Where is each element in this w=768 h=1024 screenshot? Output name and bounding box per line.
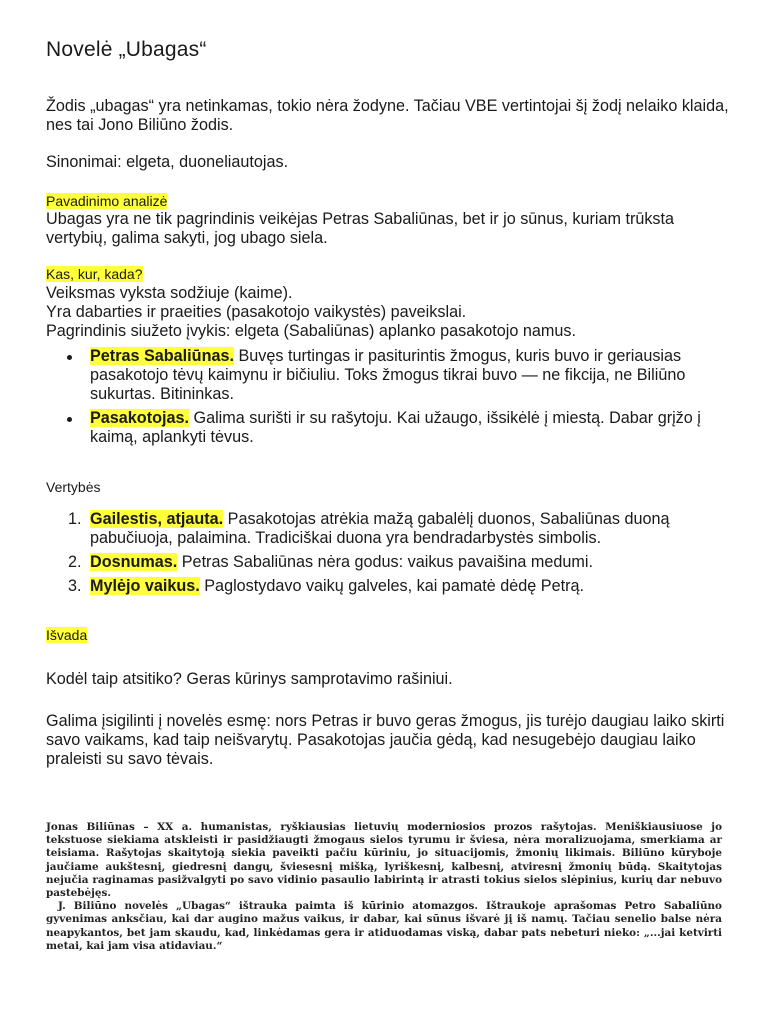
values-heading: Vertybės (46, 479, 101, 495)
bullet-text: Buvęs turtingas ir pasiturintis žmogus, kuris buvo ir geriausias pasakotojo tėvų kaimynu ir bičiuliu. Toks žmogus tikrai buvo — ne fikcija, ne Biliūno sukurtas. Bitininkas. (90, 347, 686, 403)
title-analysis-heading (46, 192, 736, 211)
values-item (46, 577, 706, 596)
values-numbered-list (46, 510, 706, 596)
excerpt-paragraph-2: J. Biliūno novelės „Ubagas“ ištrauka paimta iš kūrinio atomazgos. Ištraukoje aprašomas Petro Sabaliūno gyvenimas anksčiau, kai dar augino mažus vaikus, ir dabar, kai sūnus išvarė jį iš namų. Tačiau senelio balse nėra neapykantos, bet jam skaudu, kad, linkėdamas gera ir atiduodamas viską, dabar pats nebeturi nieko: „...jai ketvirti metai, kai jam visa atidaviau.“ (46, 900, 722, 952)
values-item (46, 553, 706, 572)
setting-heading-text: Kas, kur, kada? (46, 266, 143, 282)
bullet-item-petras (46, 347, 706, 404)
page-title: Novelė „Ubagas“ (46, 38, 207, 61)
values-item (46, 510, 706, 548)
bullet-dot-icon (67, 417, 72, 422)
setting-line-2: Yra dabarties ir praeities (pasakotojo vaikystės) paveikslai. (46, 303, 467, 321)
bullet-term: Pasakotojas. (90, 409, 189, 427)
values-item-number: 2. (68, 553, 82, 571)
bullet-dot-icon (67, 355, 72, 360)
conclusion-heading (46, 626, 736, 645)
values-item-term: Gailestis, atjauta. (90, 510, 224, 528)
setting-line-3: Pagrindinis siužeto įvykis: elgeta (Sabaliūnas) aplanko pasakotojo namus. (46, 322, 576, 340)
conclusion-heading-text: Išvada (46, 627, 88, 643)
values-item-term: Dosnumas. (90, 553, 178, 571)
excerpt-paragraph-2-wrap (46, 900, 722, 953)
intro-paragraph: Žodis „ubagas“ yra netinkamas, tokio nėra žodyne. Tačiau VBE vertintojai šį žodį nelaiko klaida, nes tai Jono Biliūno žodis. (46, 97, 729, 134)
title-analysis-text: Ubagas yra ne tik pagrindinis veikėjas Petras Sabaliūnas, bet ir jo sūnus, kuriam trūksta vertybių, galima sakyti, jog ubago siela. (46, 210, 675, 247)
bullet-term: Petras Sabaliūnas. (90, 347, 234, 365)
values-item-term: Mylėjo vaikus. (90, 577, 200, 595)
synonyms-line: Sinonimai: elgeta, duoneliautojas. (46, 153, 289, 171)
title-analysis-heading-text: Pavadinimo analizė (46, 193, 168, 209)
character-bullet-list (46, 347, 706, 447)
values-item-number: 3. (68, 577, 82, 595)
bullet-item-pasakotojas (46, 409, 706, 447)
values-item-number: 1. (68, 510, 82, 528)
values-item-text: Paglostydavo vaikų galveles, kai pamatė dėdę Petrą. (199, 577, 584, 595)
values-item-text: Petras Sabaliūnas nėra godus: vaikus pavaišina medumi. (177, 553, 593, 571)
excerpt-paragraph-1: Jonas Biliūnas – XX a. humanistas, ryškiausias lietuvių moderniosios prozos rašytojas. Meniškiausiuose jo tekstuose siekiama atskleisti ir pasidžiaugti žmogaus sielos tyrumu ir šviesa, nėra moralizuojama, smerkiama ar teisiama. Rašytojas skaitytoją siekia paveikti pačiu kūriniu, jo situacijomis, žmonių likimais. Biliūno kūryboje jaučiame aukštesnį, giedresnį dangų, šviesesnį mišką, lyriškesnį, kalbesnį, atviresnį žmonių būdą. Skaitytojas nejučia raginamas pasižvalgyti po savo vidinio pasaulio labirintą ir atrasti tokius sielos slėpinius, kurių dar nebuvo pastebėjęs. (46, 821, 722, 900)
conclusion-question: Kodėl taip atsitiko? Geras kūrinys samprotavimo rašiniui. (46, 670, 453, 688)
values-item-text: Pasakotojas atrėkia mažą gabalėlį duonos, Sabaliūnas duoną pabučiuoja, palaimina. Tradiciškai duona yra bendradarbystės simbolis. (90, 510, 670, 547)
excerpt-block (46, 821, 722, 953)
setting-line-1: Veiksmas vyksta sodžiuje (kaime). (46, 284, 293, 302)
setting-heading (46, 265, 736, 284)
conclusion-text: Galima įsigilinti į novelės esmę: nors Petras ir buvo geras žmogus, jis turėjo daugiau laiko skirti savo vaikams, kad taip neišvarytų. Pasakotojas jaučia gėdą, kad nesugebėjo daugiau laiko praleisti su savo tėvais. (46, 712, 725, 768)
bullet-text: Galima surišti ir su rašytoju. Kai užaugo, išsikėlė į miestą. Dabar grįžo į kaimą, aplankyti tėvus. (90, 409, 701, 446)
